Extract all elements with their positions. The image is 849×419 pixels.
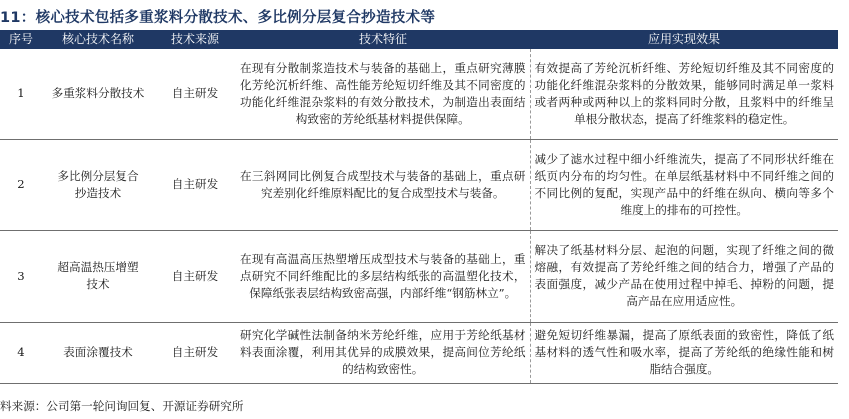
row-tech-source: 自主研发 [154,49,236,139]
row-no: 2 [0,139,42,230]
row-tech-name: 多重浆料分散技术 [42,49,154,139]
row-tech-source: 自主研发 [154,322,236,383]
row-application-effect: 有效提高了芳纶沉析纤维、芳纶短切纤维及其不同密度的功能化纤维混杂浆料的分散效果，能够同时满足单一浆料或者两种或两种以上的浆料同时分散，且浆料中的纤维呈单根分散状态，提高了纤维浆料的稳定性。 [530,49,838,139]
row-no: 1 [0,49,42,139]
row-tech-feature: 研究化学碱性法制备纳米芳纶纤维，应用于芳纶纸基材料表面涂覆，利用其优异的成膜效果，提高间位芳纶纸的结构致密性。 [236,322,530,383]
row-tech-feature: 在现有分散制浆造技术与装备的基础上，重点研究薄膜化芳纶沉析纤维、高性能芳纶短切纤维及其不同密度的功能化纤维混杂浆料的有效分散技术，为制造出表面结构致密的芳纶纸基材料提供保障。 [236,49,530,139]
row-tech-source: 自主研发 [154,139,236,230]
row-application-effect: 减少了滤水过程中细小纤维流失，提高了不同形状纤维在纸页内分布的均匀性。在单层纸基材料中不同纤维之间的不同比例的复配，实现产品中的纤维在纵向、横向等多个维度上的排布的可控性。 [530,139,838,230]
table-row [0,49,838,139]
core-technology-table [0,30,838,384]
header-tech-source: 技术来源 [154,30,236,49]
row-tech-name: 表面涂覆技术 [42,322,154,383]
row-application-effect: 解决了纸基材料分层、起泡的问题，实现了纤维之间的微熔融，有效提高了芳纶纤维之间的结合力，增强了产品的表面强度，减少产品在使用过程中掉毛、掉粉的问题，提高产品在应用适应性。 [530,230,838,322]
row-tech-name: 多比例分层复合抄造技术 [42,139,154,230]
header-tech-name: 核心技术名称 [42,30,154,49]
table-header-row [0,30,838,49]
source-note: 料来源：公司第一轮问询回复、开源证券研究所 [0,399,244,413]
row-tech-source: 自主研发 [154,230,236,322]
table-row [0,139,838,230]
row-no: 3 [0,230,42,322]
table-row [0,322,838,383]
row-tech-feature: 在三斜网同比例复合成型技术与装备的基础上，重点研究差别化纤维原料配比的复合成型技术与装备。 [236,139,530,230]
row-tech-feature: 在现有高温高压热塑增压成型技术与装备的基础上，重点研究不同纤维配比的多层结构纸张的高温塑化技术，保障纸张表层结构致密高强，内部纤维“钢筋林立”。 [236,230,530,322]
row-tech-name: 超高温热压增塑技术 [42,230,154,322]
header-tech-feature: 技术特征 [236,30,530,49]
header-no: 序号 [0,30,42,49]
row-application-effect: 避免短切纤维暴漏，提高了原纸表面的致密性，降低了纸基材料的透气性和吸水率，提高了芳纶纸的绝缘性能和树脂结合强度。 [530,322,838,383]
table-title: 11：核心技术包括多重浆料分散技术、多比例分层复合抄造技术等 [0,10,436,26]
table-row [0,230,838,322]
row-no: 4 [0,322,42,383]
header-application-effect: 应用实现效果 [530,30,838,49]
